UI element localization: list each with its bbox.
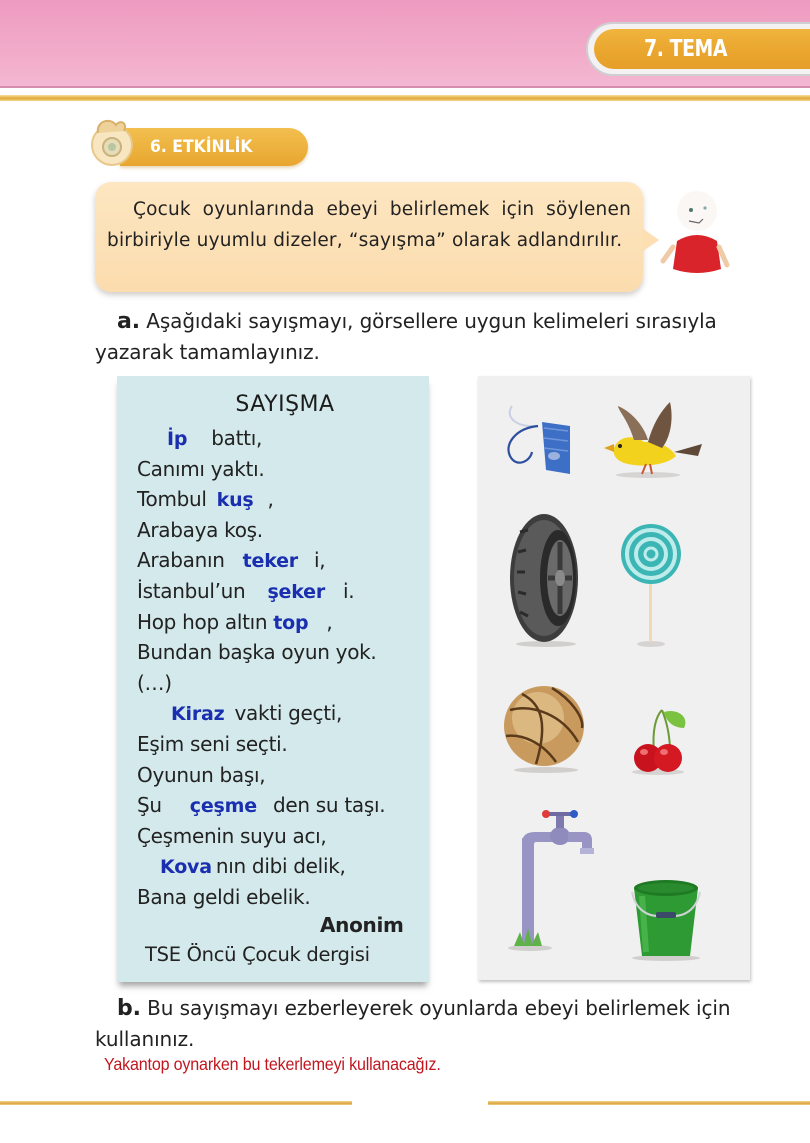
poem-text-suffix: den su taşı. <box>272 793 386 818</box>
poem-text-suffix: battı, <box>211 426 263 450</box>
bird-icon <box>598 400 710 480</box>
poem-text: İstanbul’un <box>137 579 246 603</box>
poem-text-suffix: , <box>267 487 274 512</box>
poem-line <box>171 698 342 728</box>
poem-answer-1: İp <box>167 428 188 450</box>
poem-text-suffix: vakti geçti, <box>234 701 343 726</box>
poem-text: Arabaya koş. <box>137 517 263 542</box>
poem-answer-5: teker <box>242 550 298 573</box>
poem-line <box>160 851 346 881</box>
poem-text: Çeşmenin suyu acı, <box>137 823 327 848</box>
pictures-panel <box>478 376 750 980</box>
poem-answer-13: çeşme <box>189 795 257 818</box>
poem-text: Arabanın <box>137 548 225 573</box>
tire-icon <box>508 512 584 648</box>
poem-text: Tombul <box>137 487 207 512</box>
poem-text: Eşim seni seçti. <box>137 732 288 756</box>
answer-b-text: Yakantop oynarken bu tekerlemeyi kullanacağız. <box>104 1054 441 1074</box>
poem-source: TSE Öncü Çocuk dergisi <box>145 943 370 966</box>
instruction-a <box>95 306 745 368</box>
info-callout <box>95 182 643 292</box>
poem-line <box>137 515 263 545</box>
poem-text: (…) <box>137 670 172 695</box>
instruction-a-text: Aşağıdaki sayışmayı, görsellere uygun kelimeleri sırasıyla yazarak tamamlayınız. <box>95 309 717 364</box>
poem-answer-15: Kova <box>160 856 212 879</box>
poem-line <box>137 454 264 484</box>
poem-line <box>137 607 332 637</box>
poem-line <box>137 545 325 575</box>
poem-text: Hop hop altın <box>137 609 268 634</box>
poem-text-suffix: i. <box>343 579 355 603</box>
instruction-a-marker: a. <box>117 309 141 334</box>
poem-title: SAYIŞMA <box>235 392 335 417</box>
theme-label: 7. TEMA <box>644 36 728 62</box>
poem-text: Şu <box>137 793 162 818</box>
poem-text: Bana geldi ebelik. <box>137 885 311 909</box>
poem-line <box>137 576 354 606</box>
poem-text-suffix: , <box>326 609 333 634</box>
poem-answer-10: Kiraz <box>171 703 225 726</box>
poem-text-suffix: i, <box>313 548 326 573</box>
info-text: Çocuk oyunlarında ebeyi belirlemek için söylenen birbiriyle uyumlu dizeler, “sayışma” olarak adlandırılır. <box>107 199 631 251</box>
poem-text: Oyunun başı, <box>137 762 266 787</box>
poem-line <box>137 637 376 667</box>
poem-author: Anonim <box>320 913 404 937</box>
poem-line <box>137 484 274 514</box>
activity-emblem-icon <box>88 115 136 167</box>
header-divider <box>0 95 810 101</box>
instruction-b-text: Bu sayışmayı ezberleyerek oyunlarda ebeyi belirlemek için kullanınız. <box>95 996 731 1051</box>
footer-line-left <box>0 1101 352 1105</box>
poem-line <box>137 790 385 820</box>
poem-text: Bundan başka oyun yok. <box>137 640 377 665</box>
poem-line <box>137 882 310 912</box>
instruction-b-marker: b. <box>117 996 141 1021</box>
footer-line-right <box>488 1101 810 1105</box>
poem-line <box>167 423 262 453</box>
theme-badge-inner <box>594 29 810 69</box>
theme-badge <box>586 22 810 76</box>
poem-answer-7: top <box>273 611 309 634</box>
poem-line <box>137 668 172 698</box>
bucket-icon <box>628 876 704 962</box>
poem-line <box>137 821 326 851</box>
instruction-b <box>95 993 745 1055</box>
lollipop-icon <box>618 524 684 648</box>
poem-text-suffix: nın dibi delik, <box>215 854 346 879</box>
activity-label: 6. ETKİNLİK <box>150 137 253 157</box>
poem-answer-3: kuş <box>216 489 254 512</box>
poem-line <box>137 760 265 790</box>
ball-icon <box>502 684 588 774</box>
faucet-icon <box>506 804 602 954</box>
poem-answer-6: şeker <box>267 581 326 603</box>
poem-line <box>137 729 287 759</box>
rope-icon <box>498 398 574 478</box>
cherry-icon <box>626 706 696 776</box>
poem-text: Canımı yaktı. <box>137 456 265 481</box>
child-character-icon <box>655 183 755 288</box>
activity-badge <box>120 128 308 166</box>
